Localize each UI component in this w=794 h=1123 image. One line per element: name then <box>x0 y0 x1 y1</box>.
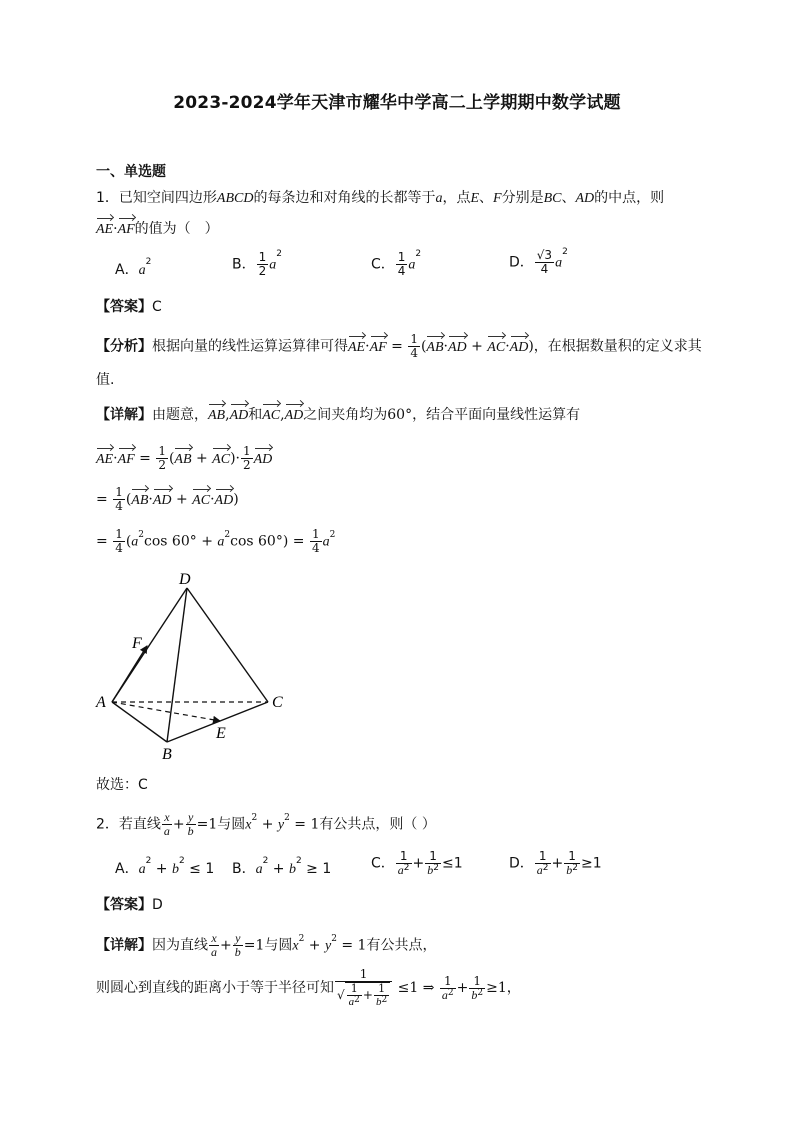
q1-analysis-line2: 值. <box>96 372 115 388</box>
page-title: 2023-2024学年天津市耀华中学高二上学期期中数学试题 <box>173 93 621 113</box>
q1-analysis-line1: 【分析】根据向量的线性运算运算律可得AE·AF = $\frac{1}{4}$ (AB·AD + AC·AD)，在根据数量积的定义求其 <box>96 332 702 360</box>
q1-stem-line2: AE·AF的值为（ ） <box>96 221 219 237</box>
q1-derivation-2: = $\frac{1}{4}$ (AB·AD + AC·AD) <box>96 485 239 513</box>
edge-dc <box>187 588 268 702</box>
q1-option-b: B． $\frac{1}{2}$ $a^2$ <box>232 249 282 278</box>
q2-option-d: D． $\frac{1}{a^2}$ + $\frac{1}{b^2}$ ≥1 <box>509 849 602 877</box>
q2-detail-line2: 则圆心到直线的距离小于等于半径可知 1 √ $\frac{1}{a^2}$ + $\frac{1}{b^2}$ ≤1 ⇒ $\frac{1}{a^2}$ + $\frac{1}{b^2}$ ≥1， <box>96 967 521 1008</box>
label-a: A <box>96 694 106 711</box>
vector-af <box>112 646 147 702</box>
label-e: E <box>216 725 226 742</box>
q2-detail-line1: 【详解】因为直线 $\frac{x}{a}$ + $\frac{y}{b}$ =1与圆$x^2 + y^2 = 1$有公共点， <box>96 931 437 959</box>
q2-option-b: B．$a^2 + b^2 \ge 1$ <box>232 856 332 877</box>
q1-conclusion: 故选：C <box>96 777 148 793</box>
q2-option-a: A．$a^2 + b^2 \le 1$ <box>115 856 215 877</box>
q1-answer: 【答案】C <box>96 299 162 315</box>
q1-derivation-1: AE·AF = $\frac{1}{2}$ (AB + AC)· $\frac{1}{2}$ AD <box>96 444 273 472</box>
q1-derivation-3: = $\frac{1}{4}$ ($a^2\cos$ $60^\circ + a^2\cos$ 60°) = $\frac{1}{4}$ $a^2$ <box>96 527 336 555</box>
q1-option-d: D． $\frac{√3}{4}$ $a^2$ <box>509 247 568 276</box>
q1-detail-line1: 【详解】由题意，AB,AD和AC,AD之间夹角均为60°，结合平面向量线性运算有 <box>96 407 581 423</box>
q2-answer: 【答案】D <box>96 897 163 913</box>
label-b: B <box>162 746 172 763</box>
edge-db <box>167 588 187 742</box>
vector-ae <box>112 702 220 721</box>
q1-option-a: A．$a^2$ <box>115 257 152 278</box>
tetrahedron-figure <box>90 566 300 766</box>
q2-option-c: C． $\frac{1}{a^2}$ + $\frac{1}{b^2}$ ≤1 <box>371 849 463 877</box>
section-heading: 一、单选题 <box>96 164 166 180</box>
q2-stem: 2．若直线 $\frac{x}{a}$ + $\frac{y}{b}$ =1与圆$x^2 + y^2 = 1$有公共点，则（ ） <box>96 810 436 838</box>
label-f: F <box>132 635 142 652</box>
edge-ab <box>112 702 167 742</box>
label-c: C <box>272 694 283 711</box>
q1-stem-line1: 1．已知空间四边形ABCD的每条边和对角线的长都等于a，点E、F分别是BC、AD的中点，则 <box>96 190 665 206</box>
label-d: D <box>179 571 191 588</box>
q1-option-c: C． $\frac{1}{4}$ $a^2$ <box>371 249 422 278</box>
